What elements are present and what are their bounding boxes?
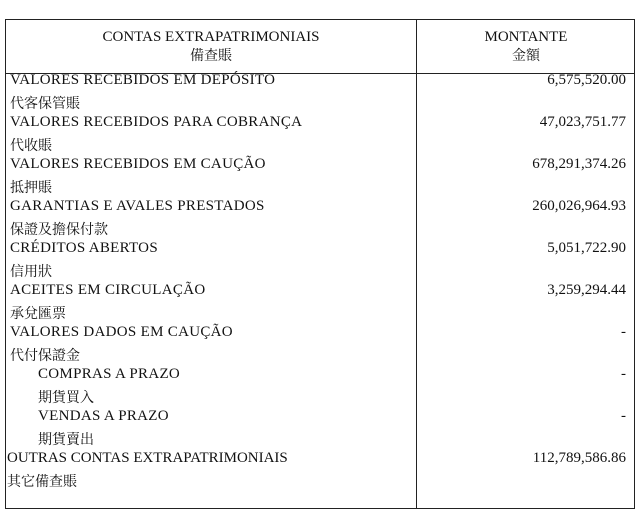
account-amount: - <box>621 366 626 382</box>
header-accounts-pt: CONTAS EXTRAPATRIMONIAIS <box>102 29 320 45</box>
table-row <box>6 74 634 116</box>
account-amount: 112,789,586.86 <box>532 450 626 466</box>
account-name-zh: 其它備查賬 <box>7 474 77 490</box>
account-name-pt: ACEITES EM CIRCULAÇÃO <box>10 282 206 298</box>
account-name-pt: CRÉDITOS ABERTOS <box>10 240 158 256</box>
header-amount-pt: MONTANTE <box>484 29 568 45</box>
account-name-pt: VENDAS A PRAZO <box>38 408 169 424</box>
account-amount: - <box>621 324 626 340</box>
account-amount: 47,023,751.77 <box>539 114 626 130</box>
account-name-pt: VALORES RECEBIDOS EM DEPÓSITO <box>10 72 276 88</box>
off-balance-sheet-table <box>5 19 635 509</box>
account-name-zh: 代付保證金 <box>10 348 80 364</box>
account-amount: 5,051,722.90 <box>547 240 626 256</box>
account-amount: 6,575,520.00 <box>547 72 626 88</box>
table-row <box>6 326 634 368</box>
account-name-zh: 抵押賬 <box>10 180 52 196</box>
account-name-zh: 期貨買入 <box>38 390 94 406</box>
account-name-zh: 代客保管賬 <box>10 96 80 112</box>
header-accounts <box>6 28 416 66</box>
account-name-zh: 期貨賣出 <box>38 432 94 448</box>
account-name-pt: VALORES DADOS EM CAUÇÃO <box>10 324 233 340</box>
table-row <box>6 158 634 200</box>
table-row <box>6 200 634 242</box>
table-row <box>6 452 634 494</box>
table-row <box>6 410 634 452</box>
account-name-zh: 保證及擔保付款 <box>10 222 108 238</box>
account-name-pt: VALORES RECEBIDOS PARA COBRANÇA <box>10 114 303 130</box>
table-row <box>6 368 634 410</box>
account-name-pt: COMPRAS A PRAZO <box>38 366 181 382</box>
table-row <box>6 242 634 284</box>
header-accounts-zh: 備查賬 <box>190 48 232 64</box>
account-amount: 260,026,964.93 <box>532 198 626 214</box>
table-body <box>6 74 634 494</box>
account-amount: 678,291,374.26 <box>532 156 626 172</box>
account-name-pt: OUTRAS CONTAS EXTRAPATRIMONIAIS <box>7 450 288 466</box>
account-name-zh: 承兌匯票 <box>10 306 66 322</box>
account-amount: 3,259,294.44 <box>547 282 626 298</box>
header-amount-zh: 金額 <box>512 48 540 64</box>
account-amount: - <box>621 408 626 424</box>
account-name-pt: VALORES RECEBIDOS EM CAUÇÃO <box>10 156 266 172</box>
account-name-zh: 信用狀 <box>10 264 52 280</box>
account-name-pt: GARANTIAS E AVALES PRESTADOS <box>10 198 265 214</box>
header-amount <box>417 28 635 66</box>
table-row <box>6 116 634 158</box>
table-row <box>6 284 634 326</box>
account-name-zh: 代收賬 <box>10 138 52 154</box>
